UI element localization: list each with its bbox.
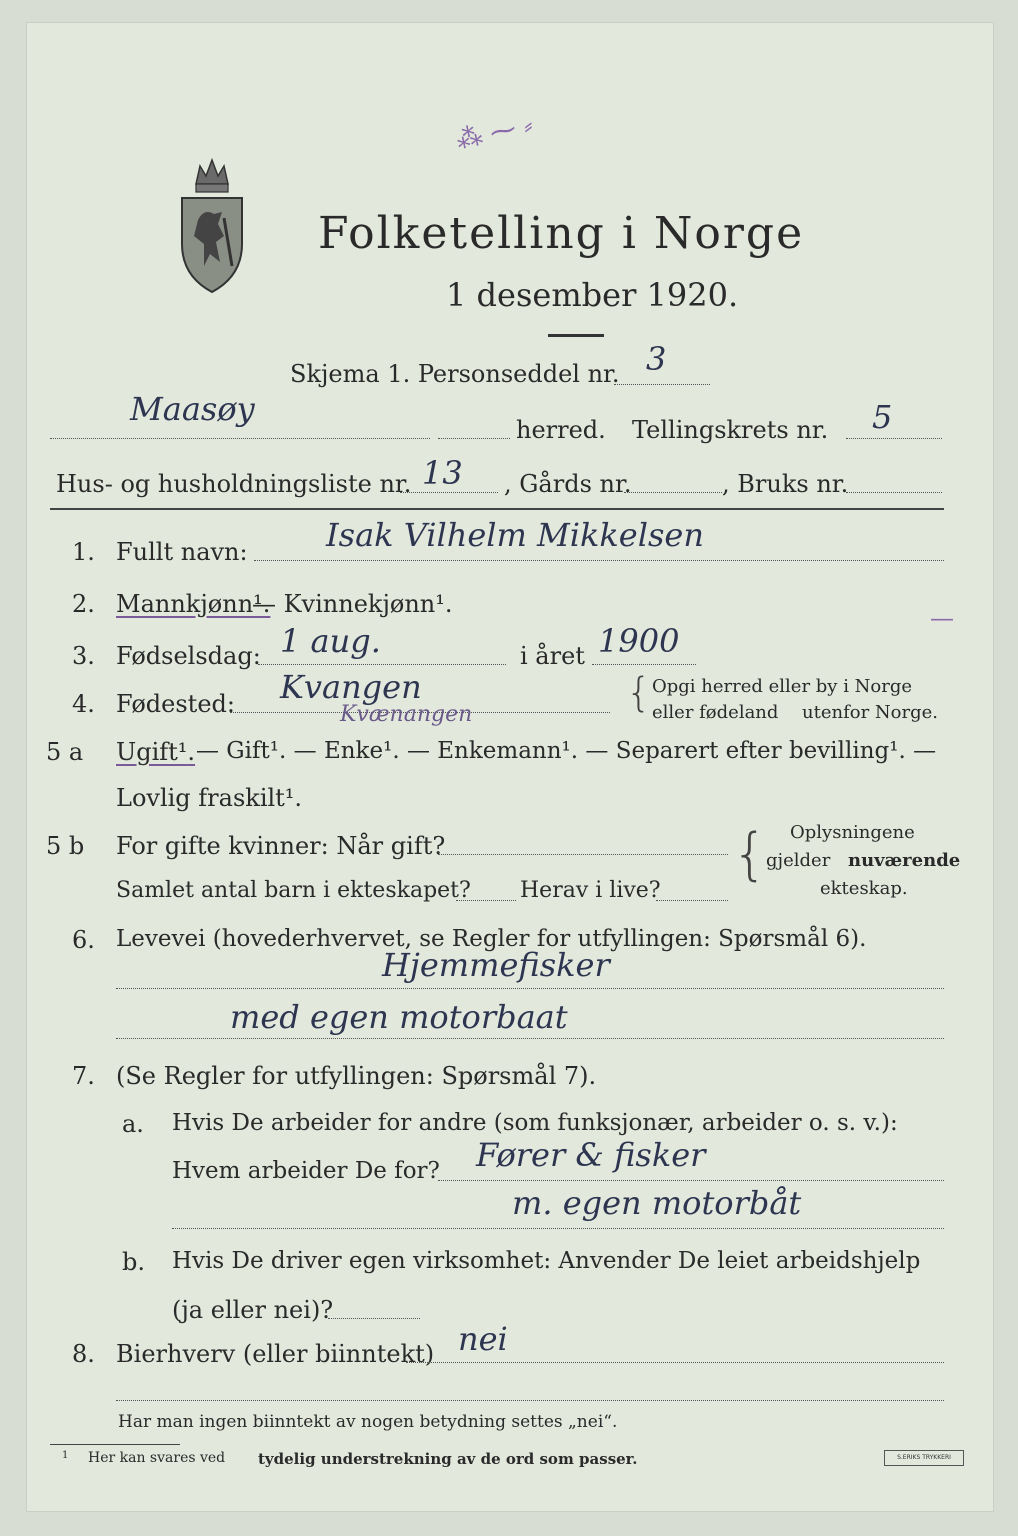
q5a-ugift[interactable]: Ugift¹.	[116, 738, 196, 766]
gards-label: , Gårds nr.	[504, 470, 632, 498]
census-form	[26, 22, 994, 1512]
q4-note-1: Opgi herred eller by i Norge	[652, 676, 913, 697]
footnote-b: tydelig understrekning av de ord som passer.	[258, 1450, 638, 1468]
stamp-mark: ⁂ ⁓ ⸗	[453, 110, 536, 156]
herred-field-line-1	[50, 438, 430, 439]
q3-year-label: i året	[520, 642, 585, 670]
q3-label: Fødselsdag:	[116, 642, 261, 670]
q8-number: 8.	[72, 1340, 95, 1368]
q7a-value-2[interactable]: m. egen motorbåt	[512, 1184, 802, 1222]
q7a-value-1[interactable]: Fører & fisker	[476, 1136, 706, 1174]
q8-extra-line	[116, 1400, 944, 1401]
q2-number: 2.	[72, 590, 95, 618]
q3-year-line	[592, 664, 696, 665]
herred-label: herred.	[516, 416, 606, 444]
q4-correction: Kvænangen	[340, 702, 473, 727]
q6-field-line-2	[116, 1038, 944, 1039]
husholdning-label: Hus- og husholdningsliste nr.	[56, 470, 412, 498]
q3-year[interactable]: 1900	[598, 622, 680, 660]
q3-birthdate[interactable]: 1 aug.	[280, 622, 381, 660]
q5a-line-2: Lovlig fraskilt¹.	[116, 784, 303, 812]
q7a-letter: a.	[122, 1110, 144, 1138]
q7-label: (Se Regler for utfyllingen: Spørsmål 7).	[116, 1062, 597, 1090]
q6-label: Levevei (hovederhvervet, se Regler for utfyllingen: Spørsmål 6).	[116, 926, 867, 952]
q4-birthplace[interactable]: Kvangen	[280, 668, 422, 706]
q7a-field-line-2	[172, 1228, 944, 1229]
q5b-field-line-1	[438, 854, 728, 855]
tellingskrets-nr[interactable]: 5	[872, 398, 893, 436]
footnote-rule	[50, 1444, 180, 1445]
q1-number: 1.	[72, 538, 95, 566]
tellingskrets-field-line	[846, 438, 942, 439]
footnote-mark: 1	[62, 1450, 69, 1461]
personseddel-field-line	[614, 384, 710, 385]
q6-value-1[interactable]: Hjemmefisker	[382, 946, 610, 984]
q6-value-2[interactable]: med egen motorbaat	[230, 998, 568, 1036]
herred-value[interactable]: Maasøy	[130, 390, 255, 428]
q4-note-2a: eller fødeland	[652, 702, 779, 723]
page-subtitle: 1 desember 1920.	[446, 276, 739, 314]
footer-note: Har man ingen biinntekt av nogen betydning settes „nei“.	[118, 1412, 618, 1432]
q7b-letter: b.	[122, 1248, 145, 1276]
q4-number: 4.	[72, 690, 95, 718]
gards-field-line	[624, 492, 722, 493]
q8-field-line	[406, 1362, 944, 1363]
q5b-note-1: Oplysningene	[790, 822, 915, 843]
q1-label: Fullt navn:	[116, 538, 248, 566]
page-title: Folketelling i Norge	[318, 208, 805, 259]
q7b-label: Hvis De driver egen virksomhet: Anvender De leiet arbeidshjelp	[172, 1248, 921, 1274]
footnote-a: Her kan svares ved	[88, 1450, 226, 1466]
q3-field-line	[258, 664, 506, 665]
header-separator	[50, 508, 944, 510]
q5b-note-2a: gjelder	[766, 850, 831, 871]
q7-number: 7.	[72, 1062, 95, 1090]
q4-note-2b: utenfor Norge.	[802, 702, 938, 723]
q5b-number: 5 b	[46, 832, 85, 860]
q7a-field-line-1	[438, 1180, 944, 1181]
q5b-field-line-2	[456, 900, 516, 901]
coat-of-arms-icon	[174, 136, 250, 296]
q5b-note-2b: nuværende	[848, 850, 961, 871]
q2-kvinnekjonn: — Kvinnekjønn¹.	[252, 590, 453, 618]
skjema-label: Skjema 1. Personseddel nr.	[290, 360, 620, 388]
q6-number: 6.	[72, 926, 95, 954]
q5a-options: — Gift¹. — Enke¹. — Enkemann¹. — Separert efter bevilling¹. —	[196, 738, 937, 764]
q5b-label: For gifte kvinner: Når gift?	[116, 832, 446, 860]
title-divider	[548, 334, 604, 337]
q1-full-name[interactable]: Isak Vilhelm Mikkelsen	[326, 516, 704, 554]
printer-stamp: S.ERIKS TRYKKERI	[884, 1450, 964, 1466]
q4-brace: {	[626, 670, 652, 716]
q7a-line-2: Hvem arbeider De for?	[172, 1158, 440, 1184]
husholdning-field-line	[400, 492, 498, 493]
q5b-field-line-3	[656, 900, 728, 901]
q5a-number: 5 a	[46, 738, 84, 766]
q5b-line-2b: Herav i live?	[520, 878, 661, 903]
herred-field-line-2	[438, 438, 510, 439]
q5b-note-3: ekteskap.	[820, 878, 908, 899]
q3-number: 3.	[72, 642, 95, 670]
husholdning-nr[interactable]: 13	[422, 454, 463, 492]
bruks-field-line	[846, 492, 942, 493]
q8-label: Bierhverv (eller biinntekt)	[116, 1340, 435, 1368]
q4-label: Fødested:	[116, 690, 235, 718]
q7b-field-line	[328, 1318, 420, 1319]
q8-value[interactable]: nei	[458, 1320, 508, 1358]
personseddel-nr[interactable]: 3	[646, 340, 667, 378]
q5b-line-2a: Samlet antal barn i ekteskapet?	[116, 878, 471, 903]
tellingskrets-label: Tellingskrets nr.	[632, 416, 829, 444]
q5b-brace: {	[732, 822, 768, 887]
q1-field-line	[254, 560, 944, 561]
q6-field-line-1	[116, 988, 944, 989]
q7a-label: Hvis De arbeider for andre (som funksjonær, arbeider o. s. v.):	[172, 1110, 898, 1136]
bruks-label: , Bruks nr.	[722, 470, 849, 498]
q7b-line-2: (ja eller nei)?	[172, 1296, 334, 1324]
q2-mannkjonn[interactable]: Mannkjønn¹.	[116, 590, 271, 618]
margin-mark: —	[930, 604, 954, 632]
